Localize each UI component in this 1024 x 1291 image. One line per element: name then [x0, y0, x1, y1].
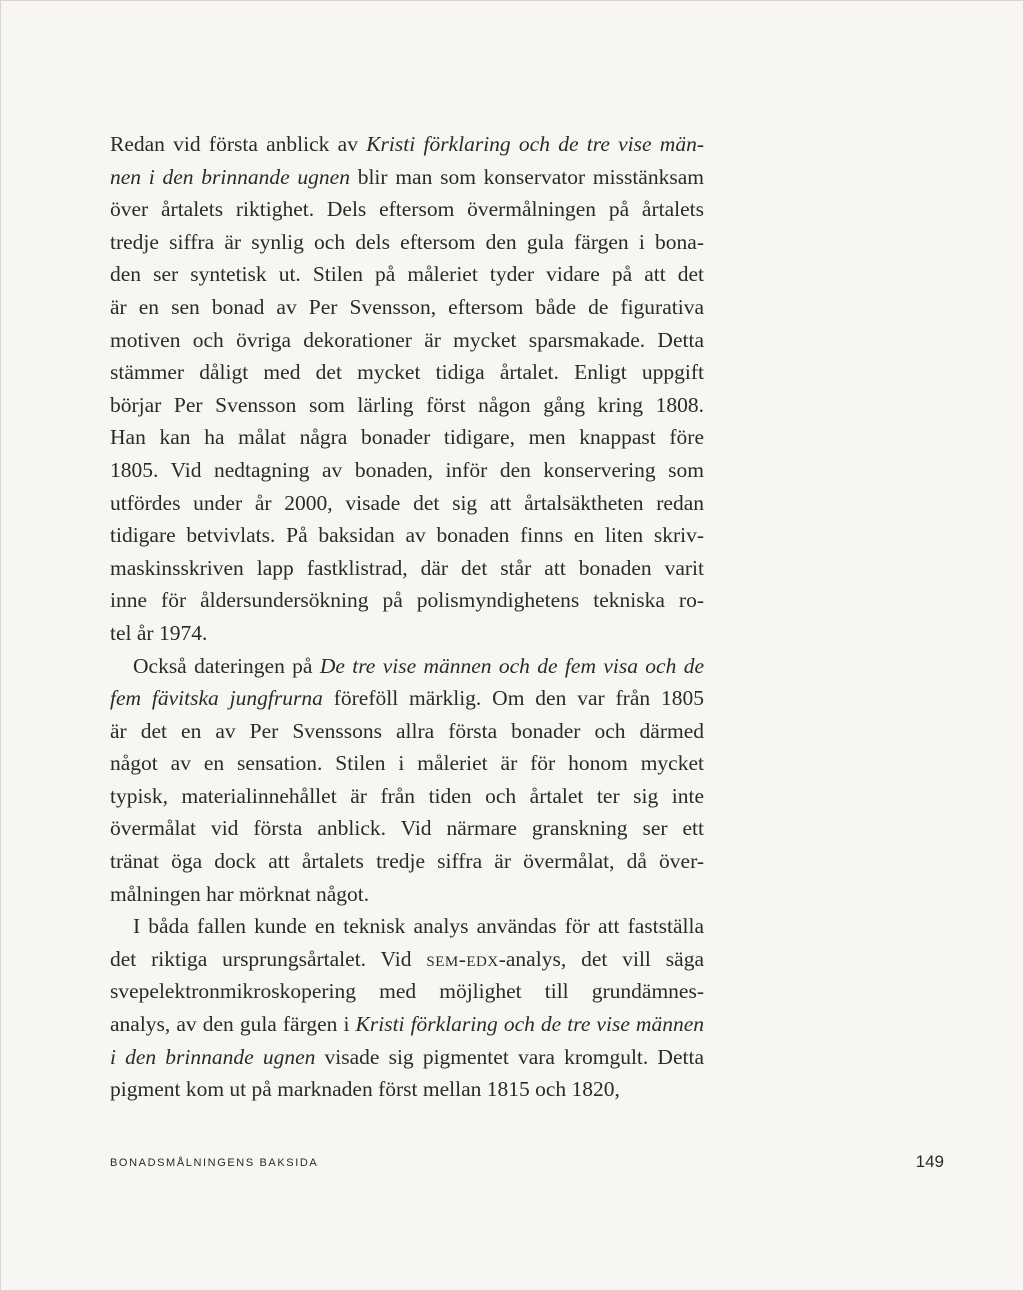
- text-line: [110, 193, 704, 226]
- text-line: [110, 454, 704, 487]
- text-line: [110, 650, 704, 683]
- text-line: [110, 584, 704, 617]
- text-line: [110, 845, 704, 878]
- text-line: [110, 715, 704, 748]
- text-line: [110, 421, 704, 454]
- paragraph: [110, 128, 704, 650]
- text-run: pigment kom ut på marknaden först mellan 1815 och 1820,: [110, 1077, 620, 1102]
- text-line: [110, 1041, 704, 1074]
- text-line: [110, 812, 704, 845]
- italic-title: fem fävitska jungfrurna: [110, 686, 323, 711]
- page-number: 149: [915, 1152, 944, 1171]
- text-line: [110, 226, 704, 259]
- paragraph: [110, 650, 704, 911]
- italic-title: nen i den brinnande ugnen: [110, 164, 350, 189]
- text-run: typisk, materialinnehållet är från tiden och årtalet ter sig inte: [110, 783, 704, 808]
- text-run: tidigare betvivlats. På baksidan av bonaden finns en liten skriv-: [110, 523, 704, 548]
- text-run: den ser syntetisk ut. Stilen på måleriet tyder vidare på att det: [110, 262, 704, 287]
- text-line: [110, 747, 704, 780]
- text-line: [110, 682, 704, 715]
- text-run: Också dateringen på: [133, 653, 320, 678]
- text-run: är det en av Per Svenssons allra första bonader och därmed: [110, 718, 704, 743]
- paragraph: [110, 910, 704, 1106]
- text-run: börjar Per Svensson som lärling först någon gång kring 1808.: [110, 392, 704, 417]
- text-run: utfördes under år 2000, visade det sig att årtalsäktheten redan: [110, 490, 704, 515]
- text-line: [110, 1008, 704, 1041]
- running-head: BONADSMÅLNINGENS BAKSIDA: [110, 1157, 319, 1169]
- text-line: [110, 975, 704, 1008]
- text-line: [110, 878, 704, 911]
- text-run: något av en sensation. Stilen i måleriet är för honom mycket: [110, 751, 704, 776]
- italic-title: Kristi förklaring och de tre vise männen: [355, 1012, 704, 1037]
- text-run: stämmer dåligt med det mycket tidiga årtalet. Enligt uppgift: [110, 360, 704, 385]
- text-run: -analys, det vill säga: [498, 946, 704, 971]
- text-line: [110, 389, 704, 422]
- text-run: övermålat vid första anblick. Vid närmare granskning ser ett: [110, 816, 704, 841]
- text-run: I båda fallen kunde en teknisk analys användas för att fastställa: [133, 914, 704, 939]
- text-line: [110, 780, 704, 813]
- text-run: målningen har mörknat något.: [110, 881, 370, 906]
- text-run: över årtalets riktighet. Dels eftersom övermålningen på årtalets: [110, 197, 704, 222]
- text-run: det riktiga ursprungsårtalet. Vid: [110, 946, 427, 971]
- text-line: [110, 1073, 704, 1106]
- text-run: 1805. Vid nedtagning av bonaden, inför den konservering som: [110, 457, 704, 482]
- text-line: [110, 356, 704, 389]
- text-run: tredje siffra är synlig och dels eftersom den gula färgen i bona-: [110, 229, 704, 254]
- small-caps-term: sem-edx: [426, 946, 499, 971]
- text-run: inne för åldersundersökning på polismyndighetens tekniska ro-: [110, 588, 704, 613]
- body-text: [110, 128, 704, 1106]
- text-run: tel år 1974.: [110, 620, 208, 645]
- text-run: är en sen bonad av Per Svensson, eftersom både de figurativa: [110, 294, 704, 319]
- text-line: [110, 161, 704, 194]
- text-run: föreföll märklig. Om den var från 1805: [322, 686, 704, 711]
- text-line: [110, 487, 704, 520]
- text-run: analys, av den gula färgen i: [110, 1012, 356, 1037]
- text-run: maskinsskriven lapp fastklistrad, där det står att bonaden varit: [110, 555, 704, 580]
- text-line: [110, 258, 704, 291]
- text-line: [110, 324, 704, 357]
- text-line: [110, 943, 704, 976]
- text-line: [110, 552, 704, 585]
- text-run: Redan vid första anblick av: [110, 132, 367, 156]
- text-run: tränat öga dock att årtalets tredje siffra är övermålat, då över-: [110, 849, 704, 874]
- text-run: svepelektronmikroskopering med möjlighet till grundämnes-: [110, 979, 704, 1004]
- text-line: [110, 519, 704, 552]
- text-line: [110, 128, 704, 161]
- text-run: blir man som konservator misstänksam: [349, 164, 704, 189]
- text-run: Han kan ha målat några bonader tidigare, men knappast före: [110, 425, 704, 450]
- text-line: [110, 291, 704, 324]
- text-run: visade sig pigmentet vara kromgult. Detta: [315, 1044, 704, 1069]
- italic-title: De tre vise männen och de fem visa och de: [319, 653, 705, 678]
- italic-title: i den brinnande ugnen: [110, 1044, 316, 1069]
- italic-title: Kristi förklaring och de tre vise män-: [366, 132, 704, 156]
- text-line: [110, 617, 704, 650]
- text-line: [110, 910, 704, 943]
- text-run: motiven och övriga dekorationer är mycket sparsmakade. Detta: [110, 327, 704, 352]
